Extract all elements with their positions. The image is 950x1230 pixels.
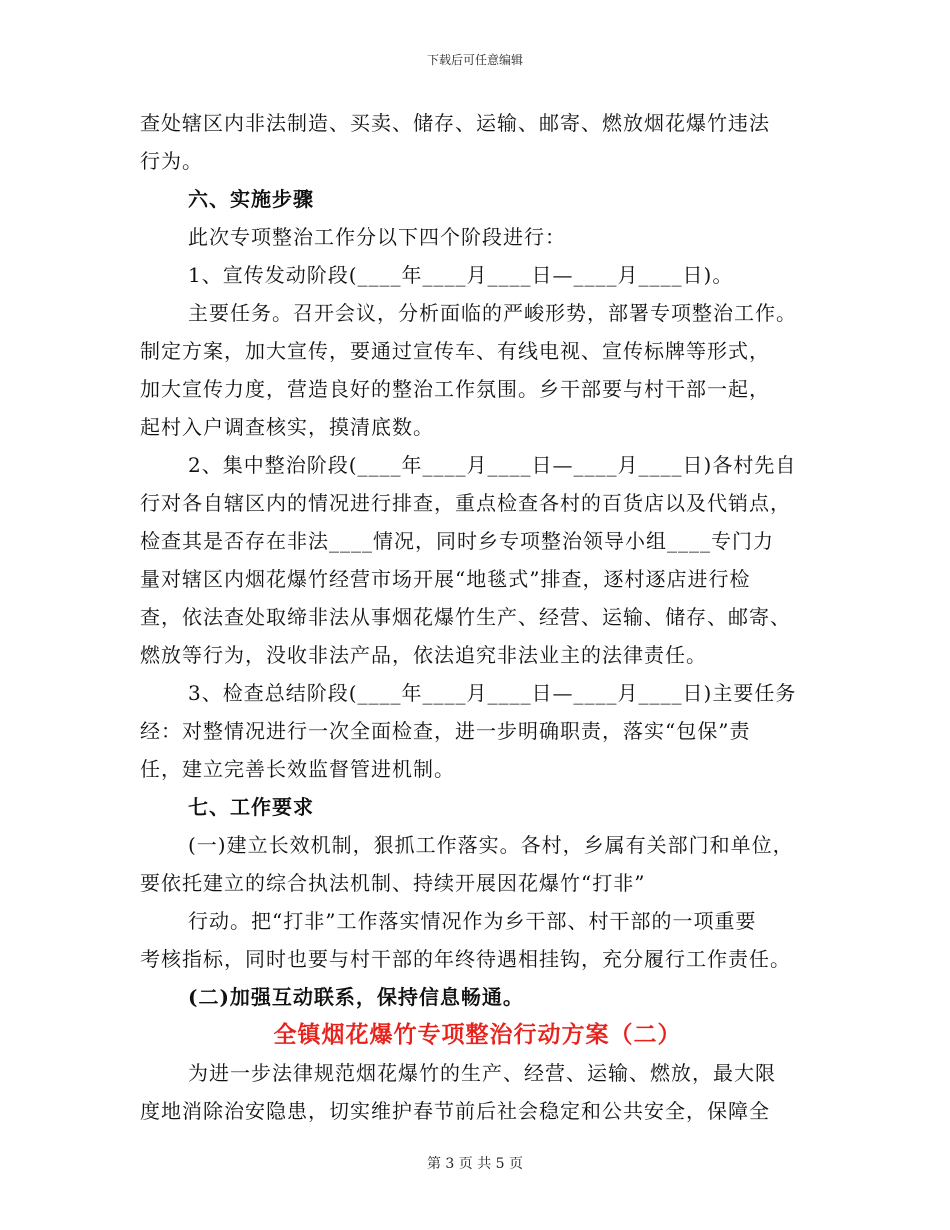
paragraph-line: 此次专项整治工作分以下四个阶段进行： (188, 225, 566, 249)
page-number: 第 3 页 共 5 页 (426, 1156, 524, 1172)
paragraph-line: 查处辖区内非法制造、买卖、储存、运输、邮寄、燃放烟花爆竹违法 (140, 111, 770, 135)
paragraph-line: 加大宣传力度，营造良好的整治工作氛围。乡干部要与村干部一起， (140, 377, 770, 401)
phase-2-line: 2、集中整治阶段(____年____月____日—____月____日)各村先自 (188, 453, 797, 477)
paragraph-line: 制定方案，加大宣传，要通过宣传车、有线电视、宣传标牌等形式， (140, 339, 770, 363)
paragraph-line: 检查其是否存在非法____情况，同时乡专项整治领导小组____专门力 (140, 529, 774, 553)
paragraph-line: 经：对整情况进行一次全面检查，进一步明确职责，落实“包保”责 (140, 719, 751, 743)
section-heading-requirements: 七、工作要求 (188, 795, 314, 819)
document-body (140, 104, 815, 1130)
page-header-note: 下载后可任意编辑 (426, 53, 523, 67)
paragraph-line: 要依托建立的综合执法机制、持续开展因花爆竹“打非” (140, 871, 646, 895)
paragraph-line: 为进一步法律规范烟花爆竹的生产、经营、运输、燃放，最大限 (188, 1061, 776, 1085)
paragraph-line: 行为。 (140, 149, 203, 173)
paragraph-line: 度地消除治安隐患，切实维护春节前后社会稳定和公共安全，保障全 (140, 1099, 770, 1123)
paragraph-line: 查，依法查处取缔非法从事烟花爆竹生产、经营、运输、储存、邮寄、 (140, 605, 791, 629)
phase-3-line: 3、检查总结阶段(____年____月____日—____月____日)主要任务 (188, 681, 797, 705)
paragraph-line: 主要任务。召开会议，分析面临的严峻形势，部署专项整治工作。 (188, 301, 797, 325)
document-title: 全镇烟花爆竹专项整治行动方案（二） (273, 1021, 682, 1048)
paragraph-line: 任，建立完善长效监督管进机制。 (140, 757, 455, 781)
paragraph-line: 燃放等行为，没收非法产品，依法追究非法业主的法律责任。 (140, 643, 707, 667)
paragraph-line: 考核指标，同时也要与村干部的年终待遇相挂钩，充分履行工作责任。 (140, 947, 791, 971)
section-heading-steps: 六、实施步骤 (188, 187, 314, 211)
paragraph-line: (一)建立长效机制，狠抓工作落实。各村，乡属有关部门和单位， (188, 833, 794, 857)
paragraph-line: 量对辖区内烟花爆竹经营市场开展“地毯式”排查，逐村逐店进行检 (140, 567, 751, 591)
paragraph-line: 起村入户调查核实，摸清底数。 (140, 415, 434, 439)
subsection-heading: (二)加强互动联系，保持信息畅通。 (188, 985, 524, 1009)
paragraph-line: 行对各自辖区内的情况进行排查，重点检查各村的百货店以及代销点， (140, 491, 791, 515)
phase-1-line: 1、宣传发动阶段(____年____月____日—____月____日)。 (188, 263, 734, 287)
paragraph-line: 行动。把“打非”工作落实情况作为乡干部、村干部的一项重要 (188, 909, 757, 933)
